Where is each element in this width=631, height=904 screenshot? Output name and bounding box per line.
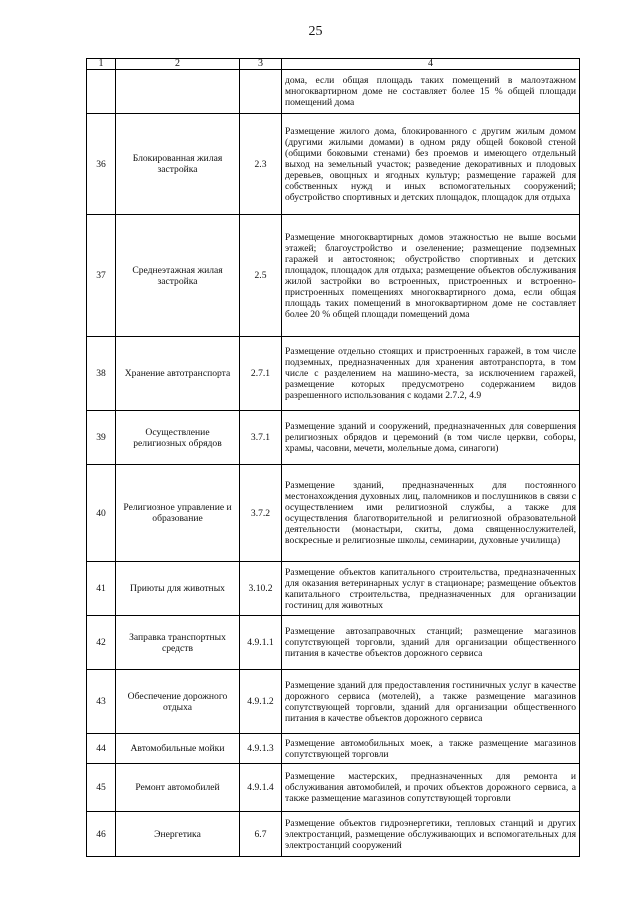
use-description: Размещение зданий, предназначенных для постоянного местонахождения духовных лиц, паломников и послушников в связи с осуществлением ими религиозной службы, а также для осуществления благотворительной и религиозной образовательной деятельности (монастыри, скиты, дома священнослужителей, воскресные и религиозные школы, семинарии, духовные училища)	[282, 465, 580, 562]
use-name: Энергетика	[116, 812, 240, 857]
use-code: 3.10.2	[240, 562, 282, 616]
row-number: 40	[87, 465, 116, 562]
use-name: Осуществление религиозных обрядов	[116, 411, 240, 465]
use-code: 3.7.1	[240, 411, 282, 465]
table-row	[87, 215, 580, 337]
header-cell: 2	[116, 59, 240, 70]
table-row	[87, 114, 580, 215]
row-number: 41	[87, 562, 116, 616]
table-row	[87, 337, 580, 411]
use-code: 2.5	[240, 215, 282, 337]
use-name: Среднеэтажная жилая застройка	[116, 215, 240, 337]
use-code: 4.9.1.4	[240, 764, 282, 812]
header-cell: 1	[87, 59, 116, 70]
use-description: Размещение многоквартирных домов этажностью не выше восьми этажей; благоустройство и озеленение; размещение подземных гаражей и автостоянок; обустройство спортивных и детских площадок, площадок для отдыха; размещение объектов обслуживания жилой застройки во встроенных, пристроенных и встроенно-пристроенных помещениях многоквартирного дома, если общая площадь таких помещений в многоквартирном доме не составляет более 20 % общей площади помещений дома	[282, 215, 580, 337]
use-code: 3.7.2	[240, 465, 282, 562]
zoning-table	[86, 58, 580, 857]
use-name: Блокированная жилая застройка	[116, 114, 240, 215]
use-description: Размещение автозаправочных станций; размещение магазинов сопутствующей торговли, зданий для организации общественного питания в качестве объектов дорожного сервиса	[282, 616, 580, 670]
use-code: 2.3	[240, 114, 282, 215]
use-code: 4.9.1.2	[240, 670, 282, 734]
use-name: Религиозное управление и образование	[116, 465, 240, 562]
use-code	[240, 70, 282, 114]
use-name: Ремонт автомобилей	[116, 764, 240, 812]
row-number: 42	[87, 616, 116, 670]
use-description: дома, если общая площадь таких помещений в малоэтажном многоквартирном доме не составляет более 15 % общей площади помещений дома	[282, 70, 580, 114]
use-code: 4.9.1.3	[240, 734, 282, 764]
table-row	[87, 465, 580, 562]
header-cell: 4	[282, 59, 580, 70]
table-row	[87, 411, 580, 465]
use-code: 2.7.1	[240, 337, 282, 411]
use-name: Обеспечение дорожного отдыха	[116, 670, 240, 734]
table-row	[87, 562, 580, 616]
use-code: 4.9.1.1	[240, 616, 282, 670]
table-row	[87, 616, 580, 670]
use-name	[116, 70, 240, 114]
use-description: Размещение автомобильных моек, а также размещение магазинов сопутствующей торговли	[282, 734, 580, 764]
use-description: Размещение мастерских, предназначенных для ремонта и обслуживания автомобилей, и прочих объектов дорожного сервиса, а также размещение магазинов сопутствующей торговли	[282, 764, 580, 812]
row-number: 38	[87, 337, 116, 411]
header-cell: 3	[240, 59, 282, 70]
use-description: Размещение зданий для предоставления гостиничных услуг в качестве дорожного сервиса (мотелей), а также размещение магазинов сопутствующей торговли, зданий для организации общественного питания в качестве объектов дорожного сервиса	[282, 670, 580, 734]
use-description: Размещение объектов капитального строительства, предназначенных для оказания ветеринарных услуг в стационаре; размещение объектов капитального строительства, предназначенных для организации гостиниц для животных	[282, 562, 580, 616]
table-row	[87, 812, 580, 857]
row-number: 37	[87, 215, 116, 337]
table-row	[87, 764, 580, 812]
page-number: 25	[308, 24, 323, 39]
use-description: Размещение зданий и сооружений, предназначенных для совершения религиозных обрядов и церемоний (в том числе церкви, соборы, храмы, часовни, мечети, молельные дома, синагоги)	[282, 411, 580, 465]
row-number	[87, 70, 116, 114]
row-number: 36	[87, 114, 116, 215]
use-name: Хранение автотранспорта	[116, 337, 240, 411]
use-code: 6.7	[240, 812, 282, 857]
use-description: Размещение жилого дома, блокированного с другим жилым домом (другими жилыми домами) в одном ряду общей боковой стеной (общими боковыми стенами) без проемов и имеющего отдельный выход на земельный участок; разведение декоративных и плодовых деревьев, овощных и ягодных культур; размещение гаражей для собственных нужд и иных вспомогательных сооружений; обустройство спортивных и детских площадок, площадок для отдыха	[282, 114, 580, 215]
use-name: Автомобильные мойки	[116, 734, 240, 764]
use-name: Заправка транспортных средств	[116, 616, 240, 670]
use-name: Приюты для животных	[116, 562, 240, 616]
table-row	[87, 70, 580, 114]
row-number: 44	[87, 734, 116, 764]
row-number: 39	[87, 411, 116, 465]
table-row	[87, 670, 580, 734]
header-row	[87, 59, 580, 70]
use-description: Размещение объектов гидроэнергетики, тепловых станций и других электростанций, размещение обслуживающих и вспомогательных для электростанций сооружений	[282, 812, 580, 857]
table-row	[87, 734, 580, 764]
row-number: 43	[87, 670, 116, 734]
use-description: Размещение отдельно стоящих и пристроенных гаражей, в том числе подземных, предназначенных для хранения автотранспорта, в том числе с разделением на машино-места, за исключением гаражей, размещение которых предусмотрено содержанием видов разрешенного использования с кодами 2.7.2, 4.9	[282, 337, 580, 411]
row-number: 46	[87, 812, 116, 857]
row-number: 45	[87, 764, 116, 812]
